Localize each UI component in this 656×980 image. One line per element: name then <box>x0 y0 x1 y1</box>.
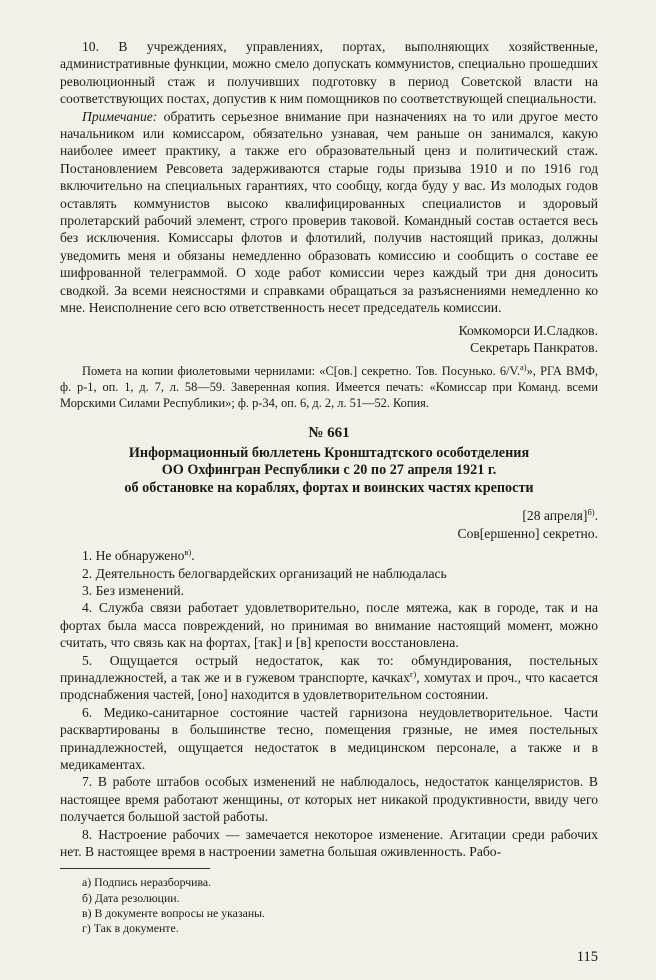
item-4: 4. Служба связи работает удовлетворительно, после мятежа, как в городе, так и на фортах была масса повреждений, но принимая во внимание настоящий момент, можно считать, что связь как на фортах, [так] и [в] крепости восстановлена. <box>60 600 598 651</box>
footnote-divider <box>60 868 210 869</box>
title-line-2: ОО Охфингран Республики с 20 по 27 апреля 1921 г. <box>161 462 497 479</box>
item-6: 6. Медико-санитарное состояние частей гарнизона неудовлетворительное. Части расквартированы в большинстве тесно, помещения грязные, не имея постельных принадлежностей, ощущается недостаток в медицинском персонале, а также и в медикаментах. <box>60 704 598 772</box>
item-5: 5. Ощущается острый недостаток, как то: обмундирования, постельных принадлежностей, а так же и в гужевом транспорте, качках$^{г)}$, хомутах и проч., что касается продснабжения частей, [оно] находится в удовлетворительном состоянии. <box>60 652 598 703</box>
document-heading <box>60 425 598 497</box>
paragraph-10: 10. В учреждениях, управлениях, портах, выполняющих хозяйственные, административные функции, можно смело допускать коммунистов, специально прошедших революционный стаж и получивших подготовку в период Советской власти на соответствующих постах, допустив к ним помощников по соответствующей специальности. <box>60 39 598 107</box>
page-number: 115 <box>576 949 598 965</box>
title-line-3: об обстановке на кораблях, фортах и воинских частях крепости <box>124 479 534 496</box>
document-date: [28 апреля]$^{б)}$. <box>522 507 598 524</box>
document-number: № 661 <box>308 425 350 442</box>
item-1: 1. Не обнаружено$^{в)}$. <box>82 547 195 564</box>
signature-1: Комкоморси И.Сладков. <box>458 322 598 338</box>
note-paragraph <box>60 108 598 317</box>
archive-note: Помета на копии фиолетовыми чернилами: «С[ов.] секретно. Тов. Посунько. 6/V.$^{а)}$», РГА ВМФ, ф. р-1, оп. 1, д. 7, л. 58—59. Заверенная копия. Имеется печать: «Комиссар при Команд. всеми Морскими Силами Республики»; ф. р-34, оп. 6, д. 2, л. 51—52. Копия. <box>60 362 598 411</box>
item-8: 8. Настроение рабочих — замечается некоторое изменение. Агитации среди рабочих нет. В настоящее время в настроении заметна большая оживленность. Рабо- <box>60 826 598 860</box>
note-text: обратить серьезное внимание при назначениях на то или другое место начальником или комиссаром, обязательно узнавая, чем раньше он занимался, какую наиболее имеет практику, а также его образовательный ценз и политический стаж. Постановлением Ревсовета задерживаются старые годы призыва 1910 и по 1916 год включительно на специальных гарантиях, что сообщу, когда буду у вас. Из молодых годов оставлять коммунистов высоко квалифицированных специалистов и здоровый пролетарский рабочий элемент, строго проверив таковой. Командный состав остается весь без исключения. Комиссары флотов и флотилий, получив настоящий приказ, должны уведомить меня и обязаны немедленно образовать комиссию и сообщить о составе ее шифрованной телеграммой. О ходе работ комиссии через каждый три дня доносить сводкой. За всеми неясностями и справками обращаться за разъяснениями немедленно ко мне. Неисполнение сего всю ответственность несет председатель комиссии. <box>60 108 598 316</box>
footnote: в) В документе вопросы не указаны. <box>82 905 266 920</box>
item-3: 3. Без изменений. <box>82 582 184 598</box>
footnote: а) Подпись неразборчива. <box>82 875 212 890</box>
signature-2: Секретарь Панкратов. <box>470 339 598 355</box>
footnote: г) Так в документе. <box>82 921 179 936</box>
footnote: б) Дата резолюции. <box>82 890 180 905</box>
item-7: 7. В работе штабов особых изменений не наблюдалось, недостаток канцеляристов. В настоящее время работают женщины, от которых нет никакой продуктивности, ввиду чего получается большой застой работы. <box>60 774 598 825</box>
secrecy-mark: Сов[ершенно] секретно. <box>457 525 598 541</box>
note-label: Примечание: <box>82 108 158 124</box>
item-2: 2. Деятельность белогвардейских организаций не наблюдалась <box>82 565 447 581</box>
footnotes <box>60 875 598 936</box>
title-line-1: Информационный бюллетень Кронштадтского особотделения <box>128 444 530 461</box>
